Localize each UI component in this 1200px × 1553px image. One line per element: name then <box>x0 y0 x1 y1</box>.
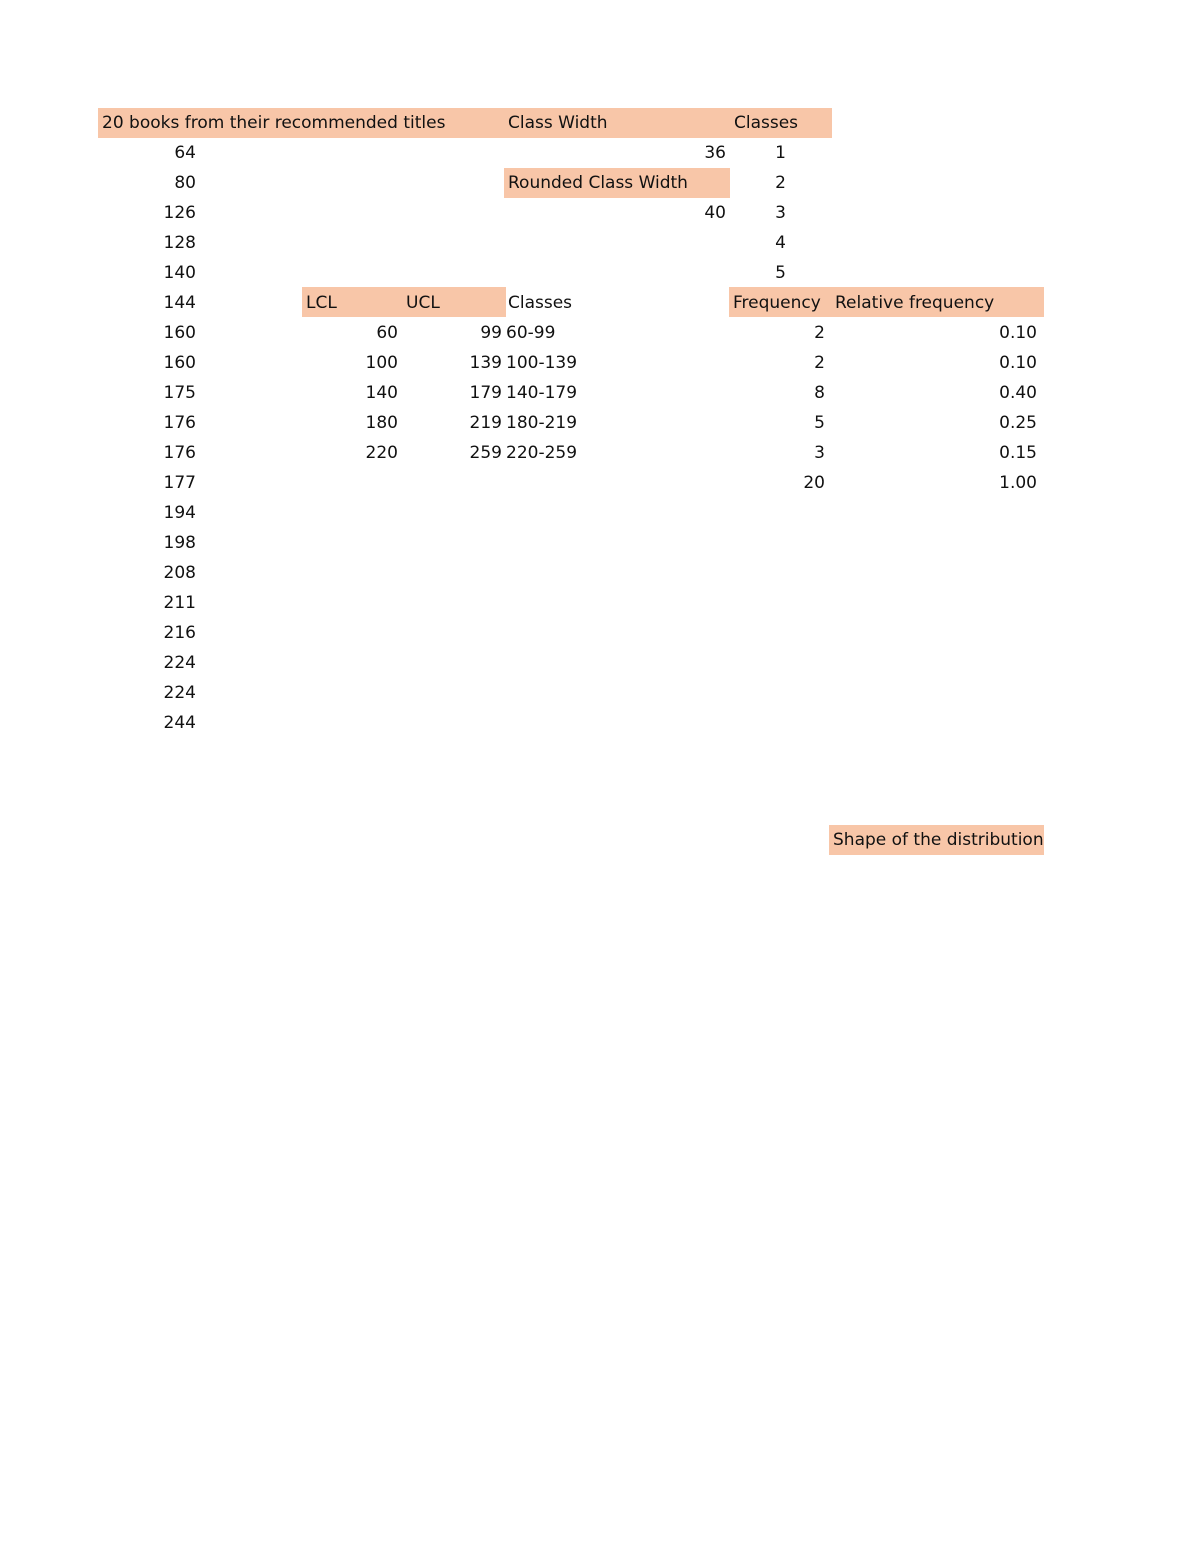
data-value: 224 <box>163 683 196 703</box>
data-value: 194 <box>163 503 196 523</box>
ucl-value: 259 <box>469 443 502 463</box>
data-value: 224 <box>163 653 196 673</box>
class-width-value: 36 <box>704 143 726 163</box>
data-value: 208 <box>163 563 196 583</box>
relative-frequency-value: 0.15 <box>999 443 1037 463</box>
data-value: 126 <box>163 203 196 223</box>
lcl-value: 100 <box>365 353 398 373</box>
frequency-value: 5 <box>814 413 825 433</box>
data-value: 128 <box>163 233 196 253</box>
ucl-value: 179 <box>469 383 502 403</box>
class-number: 1 <box>775 143 786 163</box>
frequency-value: 8 <box>814 383 825 403</box>
data-value: 211 <box>163 593 196 613</box>
frequency-value: 3 <box>814 443 825 463</box>
class-range: 100-139 <box>506 353 578 373</box>
data-value: 140 <box>163 263 196 283</box>
data-value: 80 <box>174 173 196 193</box>
classes-label: Classes <box>730 108 832 138</box>
class-range: 60-99 <box>506 323 556 343</box>
class-number: 2 <box>775 173 786 193</box>
data-value: 244 <box>163 713 196 733</box>
rounded-class-width-label: Rounded Class Width <box>504 168 730 198</box>
class-width-label: Class Width <box>504 108 730 138</box>
class-range: 180-219 <box>506 413 578 433</box>
class-range: 220-259 <box>506 443 578 463</box>
data-title: 20 books from their recommended titles <box>98 108 504 138</box>
data-value: 64 <box>174 143 196 163</box>
data-value: 175 <box>163 383 196 403</box>
ucl-value: 99 <box>480 323 502 343</box>
class-range: 140-179 <box>506 383 578 403</box>
class-number: 3 <box>775 203 786 223</box>
shape-of-distribution-label: Shape of the distribution <box>829 825 1044 855</box>
relative-frequency-value: 0.10 <box>999 353 1037 373</box>
ucl-header: UCL <box>406 293 440 313</box>
lcl-value: 220 <box>365 443 398 463</box>
data-value: 176 <box>163 443 196 463</box>
relative-frequency-value: 0.40 <box>999 383 1037 403</box>
lcl-value: 180 <box>365 413 398 433</box>
frequency-value: 2 <box>814 323 825 343</box>
data-value: 160 <box>163 323 196 343</box>
ucl-value: 219 <box>469 413 502 433</box>
class-number: 4 <box>775 233 786 253</box>
data-value: 216 <box>163 623 196 643</box>
data-value: 198 <box>163 533 196 553</box>
rounded-class-width-value: 40 <box>704 203 726 223</box>
relative-frequency-header: Relative frequency <box>835 293 995 313</box>
lcl-header: LCL <box>306 293 337 313</box>
ucl-value: 139 <box>469 353 502 373</box>
classes-header: Classes <box>508 293 573 313</box>
data-value: 176 <box>163 413 196 433</box>
frequency-total: 20 <box>803 473 825 493</box>
frequency-value: 2 <box>814 353 825 373</box>
relative-frequency-value: 0.10 <box>999 323 1037 343</box>
relative-frequency-total: 1.00 <box>999 473 1037 493</box>
relative-frequency-value: 0.25 <box>999 413 1037 433</box>
frequency-header: Frequency <box>733 293 821 313</box>
data-value: 177 <box>163 473 196 493</box>
data-value: 160 <box>163 353 196 373</box>
data-value: 144 <box>163 293 196 313</box>
lcl-value: 60 <box>376 323 398 343</box>
lcl-value: 140 <box>365 383 398 403</box>
class-number: 5 <box>775 263 786 283</box>
